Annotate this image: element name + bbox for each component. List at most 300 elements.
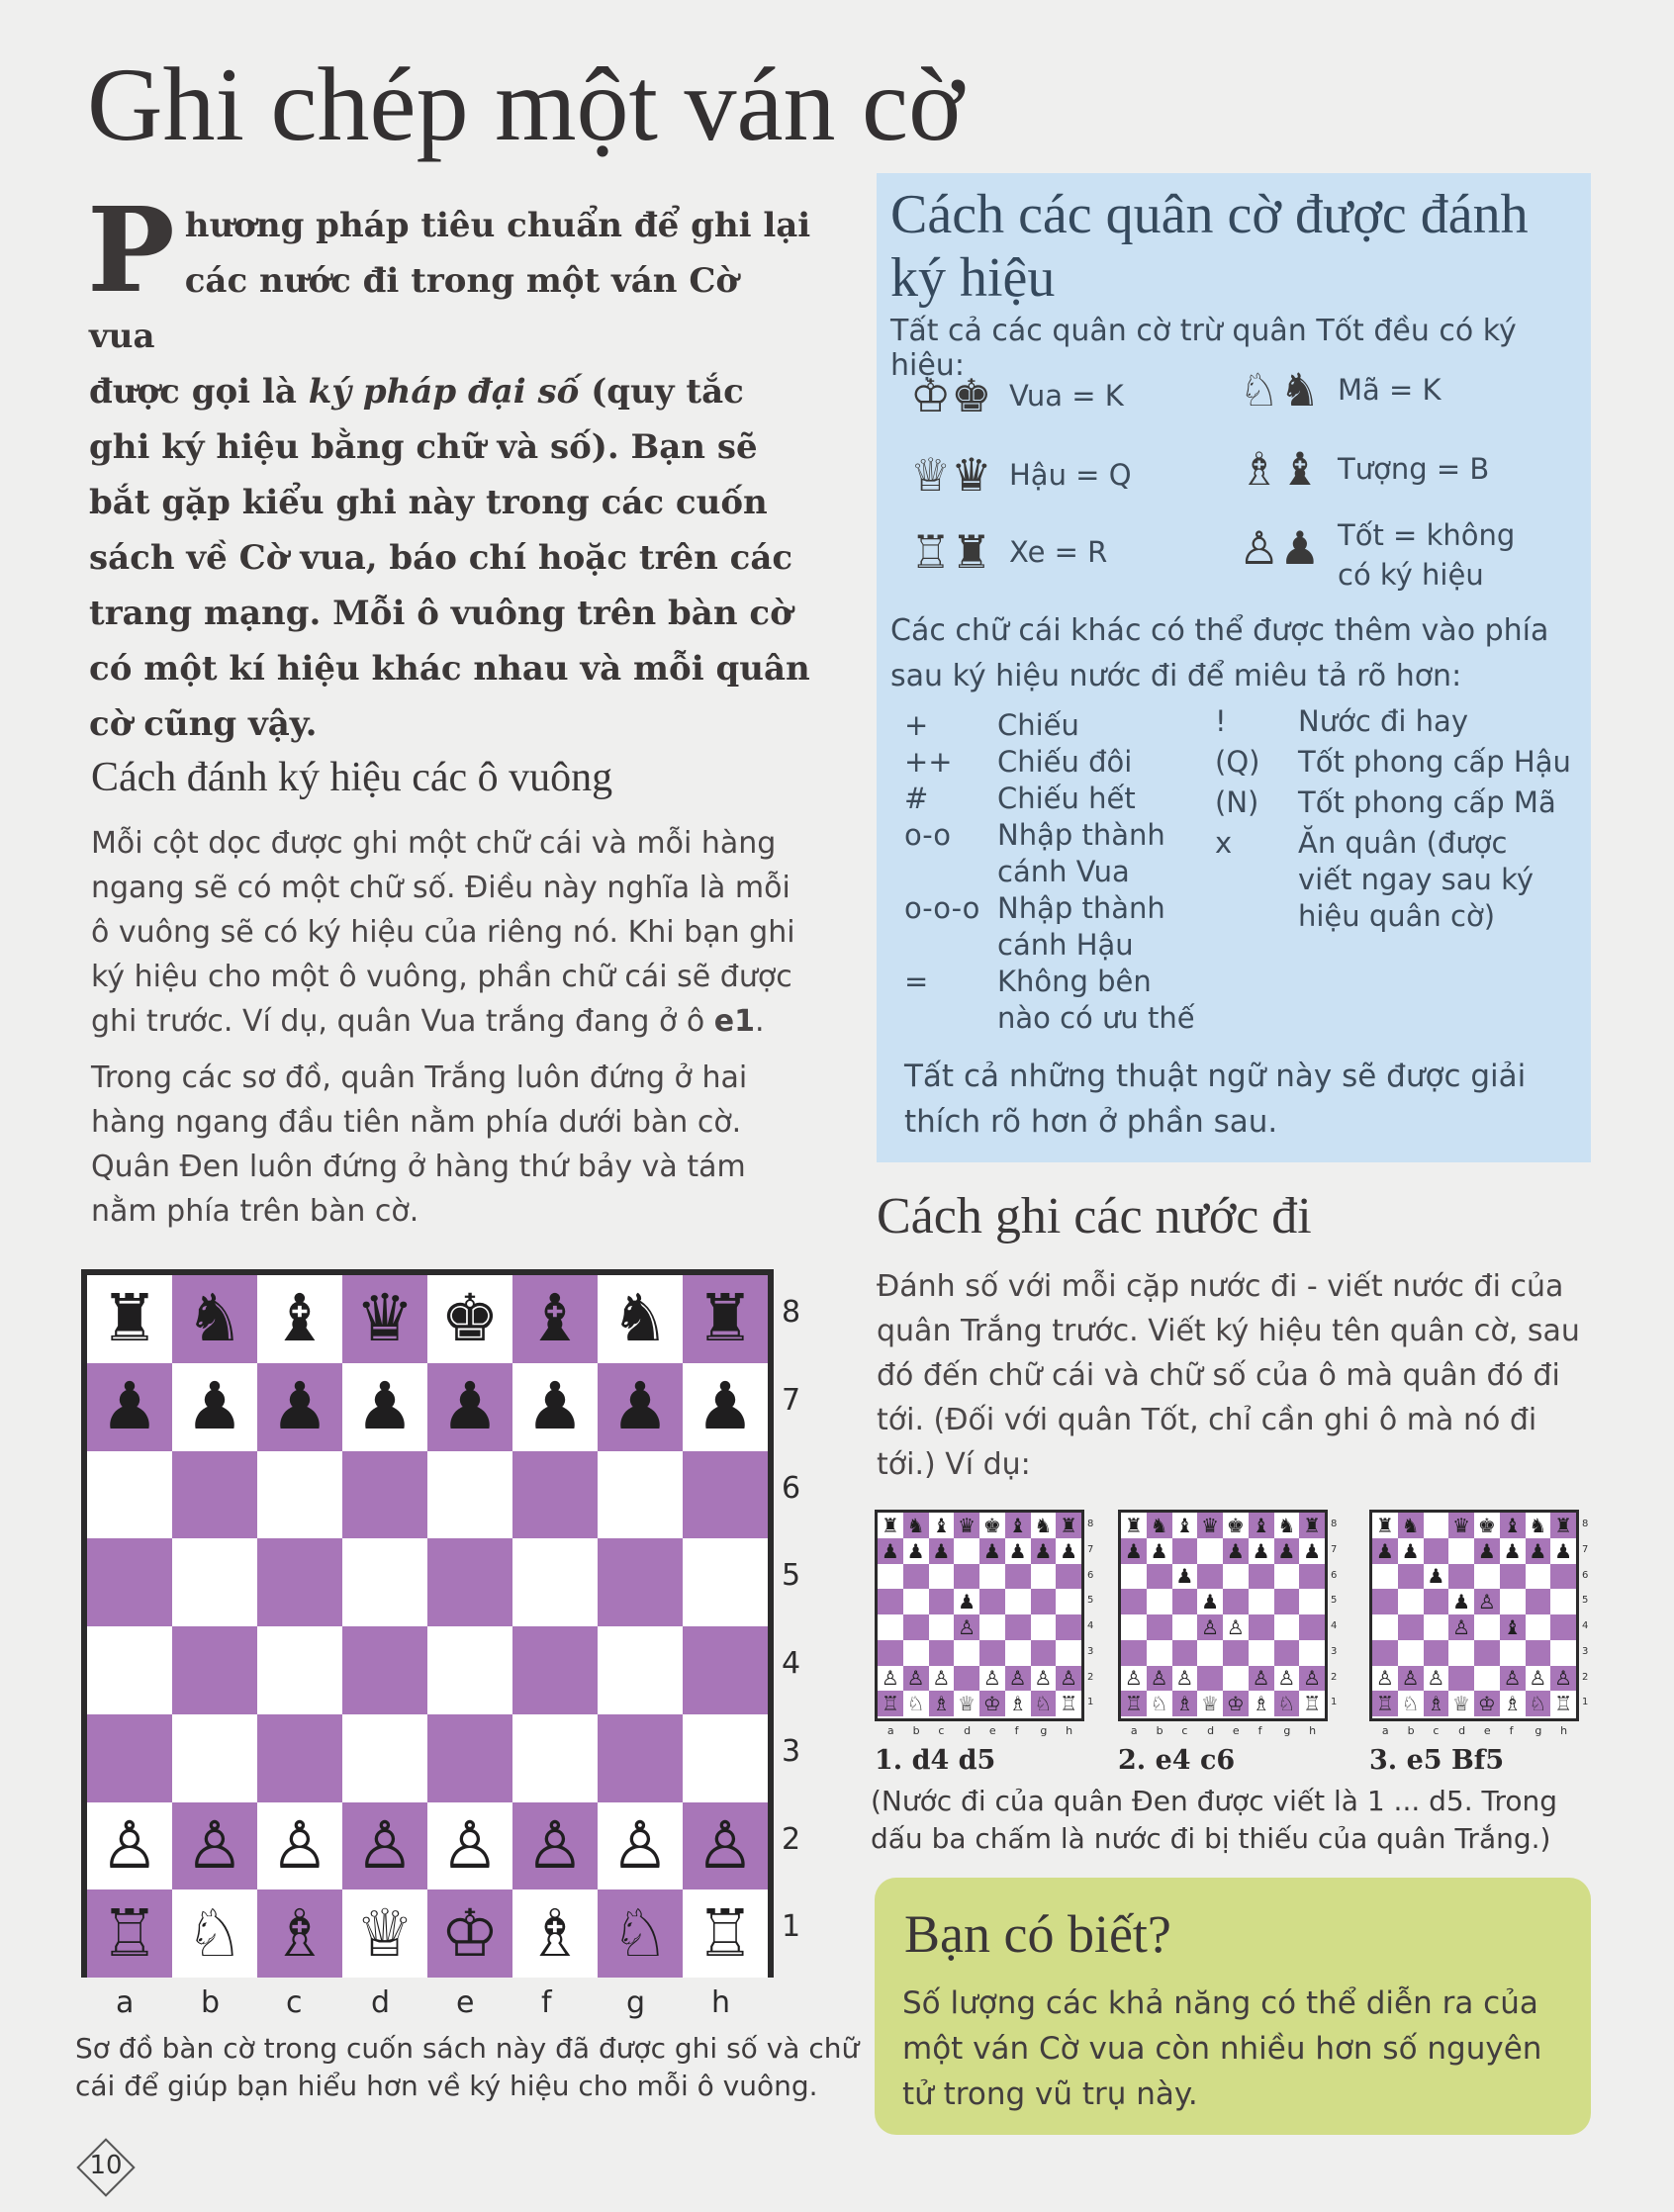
file-label: f bbox=[1014, 1724, 1019, 1737]
symbol: o-o bbox=[904, 818, 952, 852]
board-square bbox=[257, 1275, 342, 1363]
symbol: ! bbox=[1215, 704, 1227, 738]
chess-piece-icon: ♘ bbox=[610, 1894, 670, 1972]
moves-heading: Cách ghi các nước đi bbox=[877, 1188, 1312, 1244]
pawn-icon: ♙♟ bbox=[1239, 521, 1321, 575]
page-number: 10 bbox=[89, 2151, 123, 2180]
board-square bbox=[257, 1889, 342, 1978]
board-frame bbox=[81, 1269, 774, 1978]
board-square bbox=[1500, 1666, 1526, 1692]
board-square bbox=[342, 1714, 427, 1802]
chess-piece-icon: ♞ bbox=[1401, 1513, 1420, 1537]
chess-piece-icon: ♕ bbox=[958, 1692, 976, 1716]
chess-piece-icon: ♟ bbox=[1175, 1564, 1194, 1589]
board-square bbox=[903, 1666, 929, 1692]
intro-line-2: các nước đi trong một ván Cờ vua bbox=[89, 261, 739, 356]
chess-piece-icon: ♖ bbox=[1303, 1692, 1322, 1716]
board-square bbox=[172, 1889, 257, 1978]
chess-piece-icon: ♙ bbox=[440, 1806, 500, 1884]
board-square bbox=[172, 1802, 257, 1890]
chess-piece-icon: ♙ bbox=[1175, 1666, 1194, 1691]
chess-piece-icon: ♗ bbox=[932, 1692, 951, 1716]
board-square bbox=[1448, 1691, 1474, 1716]
board-square bbox=[342, 1889, 427, 1978]
board-square bbox=[683, 1889, 768, 1978]
board-square bbox=[598, 1538, 683, 1626]
board-square bbox=[342, 1626, 427, 1714]
board-caption: Sơ đồ bàn cờ trong cuốn sách này đã được ghi số và chữ cái để giúp bạn hiểu hơn về ký hiệu cho mỗi ô vuông. bbox=[75, 2032, 860, 2102]
chess-piece-icon: ♙ bbox=[1477, 1590, 1496, 1614]
board-square bbox=[1005, 1564, 1031, 1590]
chess-piece-icon: ♟ bbox=[1124, 1538, 1143, 1563]
rank-label: 7 bbox=[1582, 1543, 1589, 1555]
chess-piece-icon: ♙ bbox=[932, 1666, 951, 1691]
board-square bbox=[903, 1538, 929, 1564]
chess-piece-icon: ♟ bbox=[1034, 1538, 1053, 1563]
chess-piece-icon: ♙ bbox=[1303, 1666, 1322, 1691]
board-square bbox=[1147, 1538, 1172, 1564]
board-square bbox=[1223, 1538, 1249, 1564]
board-square bbox=[1274, 1614, 1300, 1640]
board-square bbox=[1398, 1666, 1424, 1692]
board-square bbox=[342, 1538, 427, 1626]
piece-label: Hậu = Q bbox=[1009, 458, 1132, 492]
board-square bbox=[512, 1626, 598, 1714]
board-square bbox=[1121, 1614, 1147, 1640]
board-square bbox=[1474, 1589, 1500, 1614]
board-square bbox=[1147, 1614, 1172, 1640]
board-square bbox=[1056, 1538, 1081, 1564]
chess-piece-icon: ♙ bbox=[1375, 1666, 1394, 1691]
chess-piece-icon: ♟ bbox=[1008, 1538, 1027, 1563]
board-square bbox=[1147, 1640, 1172, 1666]
symbol-row bbox=[904, 964, 1221, 1037]
board-square bbox=[1121, 1666, 1147, 1692]
chess-piece-icon: ♟ bbox=[1252, 1538, 1270, 1563]
board-square bbox=[1172, 1538, 1198, 1564]
board-square bbox=[1249, 1614, 1274, 1640]
chess-piece-icon: ♝ bbox=[932, 1513, 951, 1537]
rank-label: 2 bbox=[1331, 1671, 1338, 1683]
chess-piece-icon: ♛ bbox=[355, 1280, 415, 1357]
chess-piece-icon: ♟ bbox=[958, 1590, 976, 1614]
board-square bbox=[1056, 1564, 1081, 1590]
chess-piece-icon: ♛ bbox=[1452, 1513, 1471, 1537]
board-square bbox=[1424, 1564, 1449, 1590]
board-square bbox=[878, 1640, 903, 1666]
board-square bbox=[598, 1802, 683, 1890]
board-square bbox=[1056, 1513, 1081, 1538]
chess-piece-icon: ♜ bbox=[1375, 1513, 1394, 1537]
board-square bbox=[683, 1363, 768, 1451]
board-square bbox=[1172, 1666, 1198, 1692]
board-square bbox=[427, 1714, 512, 1802]
symbol: o-o-o bbox=[904, 891, 980, 925]
board-square bbox=[1223, 1589, 1249, 1614]
board-square bbox=[954, 1589, 979, 1614]
chess-piece-icon: ♙ bbox=[1427, 1666, 1445, 1691]
chess-piece-icon: ♖ bbox=[1375, 1692, 1394, 1716]
board-square bbox=[1197, 1691, 1223, 1716]
board-square bbox=[1031, 1564, 1057, 1590]
board-square bbox=[512, 1802, 598, 1890]
board-square bbox=[1474, 1538, 1500, 1564]
board-square bbox=[427, 1275, 512, 1363]
squares-p1-end: . bbox=[755, 1004, 765, 1039]
rank-label: 5 bbox=[782, 1558, 801, 1594]
board-square bbox=[878, 1666, 903, 1692]
chess-piece-icon: ♖ bbox=[1554, 1692, 1573, 1716]
chess-piece-icon: ♙ bbox=[185, 1806, 244, 1884]
board-square bbox=[598, 1889, 683, 1978]
chess-piece-icon: ♝ bbox=[1008, 1513, 1027, 1537]
notation-title: Cách các quân cờ được đánh ký hiệu bbox=[890, 184, 1529, 309]
symbol-desc: Ăn quân (được viết ngay sau ký hiệu quân cờ) bbox=[1298, 826, 1534, 933]
rank-label: 8 bbox=[1087, 1519, 1094, 1529]
board-square bbox=[878, 1614, 903, 1640]
chess-piece-icon: ♙ bbox=[1277, 1666, 1296, 1691]
chess-piece-icon: ♜ bbox=[881, 1513, 899, 1537]
board-square bbox=[683, 1802, 768, 1890]
symbol-row bbox=[904, 744, 1221, 781]
board-square bbox=[1172, 1513, 1198, 1538]
board-square bbox=[1526, 1640, 1551, 1666]
chess-piece-icon: ♙ bbox=[958, 1614, 976, 1639]
board-square bbox=[1550, 1640, 1576, 1666]
board-square bbox=[1474, 1666, 1500, 1692]
symbol-desc: Nhập thành cánh Hậu bbox=[997, 891, 1165, 962]
board-square bbox=[1448, 1666, 1474, 1692]
board-square bbox=[1448, 1614, 1474, 1640]
chess-piece-icon: ♝ bbox=[525, 1280, 585, 1357]
symbols-left bbox=[904, 707, 1221, 1037]
file-label: h bbox=[711, 1985, 731, 2020]
rank-label: 6 bbox=[1582, 1569, 1589, 1581]
board-square bbox=[598, 1626, 683, 1714]
chess-piece-icon: ♔ bbox=[1477, 1692, 1496, 1716]
board-square bbox=[1424, 1589, 1449, 1614]
chess-piece-icon: ♞ bbox=[1034, 1513, 1053, 1537]
board-square bbox=[1249, 1666, 1274, 1692]
board-square bbox=[87, 1889, 172, 1978]
board-square bbox=[1197, 1589, 1223, 1614]
file-label: g bbox=[1534, 1724, 1542, 1737]
board-square bbox=[598, 1714, 683, 1802]
board-square bbox=[598, 1363, 683, 1451]
board-square bbox=[1424, 1691, 1449, 1716]
rank-label: 3 bbox=[1331, 1645, 1338, 1657]
square-e1-bold: e1 bbox=[713, 1004, 755, 1039]
board-square bbox=[257, 1626, 342, 1714]
board-square bbox=[979, 1589, 1005, 1614]
board-square bbox=[1424, 1513, 1449, 1538]
board-square bbox=[1448, 1513, 1474, 1538]
board-square bbox=[1249, 1564, 1274, 1590]
file-label: c bbox=[1181, 1724, 1188, 1737]
board-square bbox=[512, 1714, 598, 1802]
board-square bbox=[878, 1589, 903, 1614]
file-label: b bbox=[201, 1985, 221, 2020]
board-square bbox=[1550, 1538, 1576, 1564]
rank-label: 4 bbox=[1331, 1620, 1338, 1631]
chess-piece-icon: ♕ bbox=[1452, 1692, 1471, 1716]
chess-piece-icon: ♙ bbox=[1503, 1666, 1522, 1691]
board-square bbox=[1031, 1640, 1057, 1666]
board-square bbox=[1526, 1614, 1551, 1640]
rank-label: 5 bbox=[1087, 1595, 1094, 1607]
chess-piece-icon: ♙ bbox=[1060, 1666, 1078, 1691]
board-square bbox=[929, 1513, 955, 1538]
board-square bbox=[1005, 1614, 1031, 1640]
chess-piece-icon: ♚ bbox=[440, 1280, 500, 1357]
board-square bbox=[1274, 1513, 1300, 1538]
symbol: # bbox=[904, 782, 929, 815]
board-square bbox=[1031, 1513, 1057, 1538]
file-label: a bbox=[1381, 1724, 1389, 1737]
board-square bbox=[512, 1275, 598, 1363]
chess-piece-icon: ♗ bbox=[270, 1894, 329, 1972]
board-square bbox=[1147, 1666, 1172, 1692]
board-square bbox=[257, 1363, 342, 1451]
rank-label: 8 bbox=[1582, 1519, 1589, 1529]
board-square bbox=[257, 1714, 342, 1802]
chess-piece-icon: ♟ bbox=[525, 1368, 585, 1445]
chess-piece-icon: ♞ bbox=[1529, 1513, 1547, 1537]
piece-label: Tốt = không có ký hiệu bbox=[1338, 518, 1516, 592]
board-square bbox=[1274, 1564, 1300, 1590]
chess-piece-icon: ♟ bbox=[932, 1538, 951, 1563]
chess-piece-icon: ♞ bbox=[1277, 1513, 1296, 1537]
board-square bbox=[1197, 1513, 1223, 1538]
board-square bbox=[1197, 1666, 1223, 1692]
board-square bbox=[954, 1538, 979, 1564]
board-square bbox=[1550, 1564, 1576, 1590]
board-square bbox=[929, 1614, 955, 1640]
symbol: (Q) bbox=[1215, 745, 1260, 779]
intro-italic: ký pháp đại số bbox=[308, 372, 580, 412]
file-label: d bbox=[1207, 1724, 1215, 1737]
board-square bbox=[512, 1889, 598, 1978]
page-number-badge bbox=[75, 2137, 137, 2198]
board-square bbox=[1526, 1564, 1551, 1590]
moves-note: (Nước đi của quân Đen được viết là 1 ... d5. Trong dấu ba chấm là nước đi bị thiếu của quân Trắng.) bbox=[871, 1785, 1558, 1855]
board-square bbox=[1274, 1538, 1300, 1564]
extra-symbols-intro: Các chữ cái khác có thể được thêm vào phía sau ký hiệu nước đi để miêu tả rõ hơn: bbox=[890, 613, 1549, 693]
board-square bbox=[172, 1451, 257, 1539]
chess-piece-icon: ♗ bbox=[1175, 1692, 1194, 1716]
chess-piece-icon: ♗ bbox=[1427, 1692, 1445, 1716]
file-label: a bbox=[1130, 1724, 1138, 1737]
mini-chess-board bbox=[1118, 1510, 1338, 1737]
board-square bbox=[929, 1691, 955, 1716]
board-square bbox=[954, 1614, 979, 1640]
board-square bbox=[903, 1564, 929, 1590]
symbol: (N) bbox=[1215, 785, 1259, 819]
board-square bbox=[1500, 1513, 1526, 1538]
board-square bbox=[1372, 1666, 1398, 1692]
chess-piece-icon: ♟ bbox=[1150, 1538, 1168, 1563]
board-square bbox=[1056, 1614, 1081, 1640]
board-square bbox=[1474, 1513, 1500, 1538]
knight-icon: ♘♞ bbox=[1239, 363, 1321, 416]
chess-board bbox=[81, 1269, 801, 2020]
symbol-desc: Chiếu bbox=[997, 708, 1079, 742]
board-square bbox=[1197, 1564, 1223, 1590]
board-square bbox=[1372, 1640, 1398, 1666]
rank-label: 6 bbox=[782, 1470, 801, 1506]
chess-piece-icon: ♙ bbox=[982, 1666, 1001, 1691]
board-square bbox=[427, 1538, 512, 1626]
board-square bbox=[929, 1538, 955, 1564]
board-square bbox=[1031, 1666, 1057, 1692]
chess-piece-icon: ♔ bbox=[982, 1692, 1001, 1716]
board-square bbox=[342, 1802, 427, 1890]
rank-label: 8 bbox=[782, 1295, 801, 1330]
board-square bbox=[1223, 1564, 1249, 1590]
chess-piece-icon: ♚ bbox=[1226, 1513, 1245, 1537]
file-label: c bbox=[1433, 1724, 1440, 1737]
board-square bbox=[1223, 1640, 1249, 1666]
board-square bbox=[1056, 1589, 1081, 1614]
file-label: g bbox=[1283, 1724, 1291, 1737]
board-square bbox=[427, 1363, 512, 1451]
piece-pawn bbox=[1239, 515, 1555, 595]
board-square bbox=[683, 1275, 768, 1363]
chess-piece-icon: ♜ bbox=[1303, 1513, 1322, 1537]
board-square bbox=[172, 1626, 257, 1714]
board-square bbox=[1372, 1538, 1398, 1564]
board-square bbox=[878, 1691, 903, 1716]
rank-label: 3 bbox=[1582, 1645, 1589, 1657]
rank-label: 2 bbox=[782, 1821, 801, 1857]
chess-piece-icon: ♟ bbox=[1060, 1538, 1078, 1563]
chess-piece-icon: ♕ bbox=[1201, 1692, 1220, 1716]
chess-piece-icon: ♟ bbox=[185, 1368, 244, 1445]
chess-piece-icon: ♞ bbox=[1150, 1513, 1168, 1537]
chess-piece-icon: ♘ bbox=[1277, 1692, 1296, 1716]
chess-piece-icon: ♚ bbox=[982, 1513, 1001, 1537]
chess-piece-icon: ♟ bbox=[100, 1368, 159, 1445]
moves-body: Đánh số với mỗi cặp nước đi - viết nước đi của quân Trắng trước. Viết ký hiệu tên quân cờ, sau đó đến chữ cái và chữ số của ô mà quân đó đi tới. (Đối với quân Tốt, chỉ cần ghi ô mà nó đi tới.) Ví dụ: bbox=[877, 1269, 1580, 1482]
symbol-row bbox=[1215, 825, 1581, 935]
intro-text-b: (quy tắc ghi ký hiệu bằng chữ và số). Bạn sẽ bắt gặp kiểu ghi này trong các cuốn sách về Cờ vua, báo chí hoặc trên các trang mạng. Mỗi ô vuông trên bàn cờ có một kí hiệu khác nhau và mỗi quân cờ cũng vậy. bbox=[89, 372, 810, 744]
file-label: e bbox=[456, 1985, 475, 2020]
board-square bbox=[1500, 1538, 1526, 1564]
chess-piece-icon: ♗ bbox=[525, 1894, 585, 1972]
chess-piece-icon: ♟ bbox=[1277, 1538, 1296, 1563]
board-square bbox=[1526, 1513, 1551, 1538]
board-square bbox=[1550, 1666, 1576, 1692]
file-label: d bbox=[1458, 1724, 1466, 1737]
board-square bbox=[1274, 1640, 1300, 1666]
board-square bbox=[1223, 1666, 1249, 1692]
board-square bbox=[87, 1363, 172, 1451]
board-square bbox=[1249, 1513, 1274, 1538]
board-square bbox=[1526, 1666, 1551, 1692]
piece-label: Tượng = B bbox=[1338, 452, 1490, 486]
board-square bbox=[1448, 1640, 1474, 1666]
chess-piece-icon: ♚ bbox=[1477, 1513, 1496, 1537]
board-square bbox=[1398, 1614, 1424, 1640]
squares-p1-text: Mỗi cột dọc được ghi một chữ cái và mỗi hàng ngang sẽ có một chữ số. Điều này nghĩa là mỗi ô vuông sẽ có ký hiệu của riêng nó. Khi bạn ghi ký hiệu cho một ô vuông, phần chữ cái sẽ được ghi trước. Ví dụ, quân Vua trắng đang ở ô bbox=[91, 826, 795, 1039]
rank-label: 2 bbox=[1582, 1671, 1589, 1683]
board-square bbox=[683, 1714, 768, 1802]
board-square bbox=[903, 1640, 929, 1666]
chess-piece-icon: ♖ bbox=[881, 1692, 899, 1716]
board-square bbox=[979, 1691, 1005, 1716]
board-square bbox=[878, 1538, 903, 1564]
board-square bbox=[929, 1640, 955, 1666]
board-square bbox=[1147, 1513, 1172, 1538]
rank-label: 3 bbox=[1087, 1645, 1094, 1657]
board-square bbox=[1274, 1691, 1300, 1716]
board-square bbox=[1398, 1513, 1424, 1538]
file-label: a bbox=[116, 1985, 135, 2020]
board-square bbox=[1223, 1691, 1249, 1716]
board-square bbox=[954, 1513, 979, 1538]
did-you-know-title: Bạn có biết? bbox=[904, 1904, 1171, 1964]
chess-piece-icon: ♗ bbox=[1503, 1692, 1522, 1716]
board-square bbox=[1249, 1691, 1274, 1716]
board-square bbox=[1299, 1691, 1325, 1716]
mini-chess-board bbox=[875, 1510, 1094, 1737]
board-square bbox=[257, 1802, 342, 1890]
board-square bbox=[1424, 1640, 1449, 1666]
board-square bbox=[1056, 1640, 1081, 1666]
board-square bbox=[1299, 1513, 1325, 1538]
board-square bbox=[1398, 1691, 1424, 1716]
board-square bbox=[1147, 1564, 1172, 1590]
file-label: a bbox=[886, 1724, 894, 1737]
board-square bbox=[87, 1538, 172, 1626]
board-square bbox=[903, 1691, 929, 1716]
board-square bbox=[1197, 1640, 1223, 1666]
page-title: Ghi chép một ván cờ bbox=[87, 46, 965, 162]
board-square bbox=[1299, 1538, 1325, 1564]
board-square bbox=[342, 1451, 427, 1539]
queen-icon: ♕♛ bbox=[910, 448, 992, 502]
rank-label: 1 bbox=[1582, 1697, 1589, 1708]
symbol-desc: Không bên nào có ưu thế bbox=[997, 965, 1195, 1035]
board-square bbox=[683, 1626, 768, 1714]
board-square bbox=[1550, 1614, 1576, 1640]
file-label: f bbox=[1509, 1724, 1514, 1737]
file-label: b bbox=[1407, 1724, 1415, 1737]
board-square bbox=[979, 1538, 1005, 1564]
board-square bbox=[903, 1614, 929, 1640]
intro-line-1: hương pháp tiêu chuẩn để ghi lại bbox=[184, 206, 811, 245]
board-square bbox=[954, 1640, 979, 1666]
chess-piece-icon: ♗ bbox=[1252, 1692, 1270, 1716]
chess-piece-icon: ♜ bbox=[100, 1280, 159, 1357]
piece-label: Mã = K bbox=[1338, 373, 1442, 407]
board-square bbox=[598, 1451, 683, 1539]
board-square bbox=[929, 1666, 955, 1692]
chess-piece-icon: ♟ bbox=[1375, 1538, 1394, 1563]
chess-piece-icon: ♟ bbox=[1201, 1590, 1220, 1614]
chess-piece-icon: ♜ bbox=[696, 1280, 755, 1357]
rank-label: 4 bbox=[1087, 1620, 1094, 1631]
chess-piece-icon: ♟ bbox=[270, 1368, 329, 1445]
board-square bbox=[1031, 1538, 1057, 1564]
chess-piece-icon: ♘ bbox=[1150, 1692, 1168, 1716]
chess-piece-icon: ♙ bbox=[1452, 1614, 1471, 1639]
board-square bbox=[979, 1513, 1005, 1538]
chess-piece-icon: ♜ bbox=[1554, 1513, 1573, 1537]
board-square bbox=[1424, 1666, 1449, 1692]
chess-piece-icon: ♛ bbox=[1201, 1513, 1220, 1537]
chess-piece-icon: ♟ bbox=[1452, 1590, 1471, 1614]
